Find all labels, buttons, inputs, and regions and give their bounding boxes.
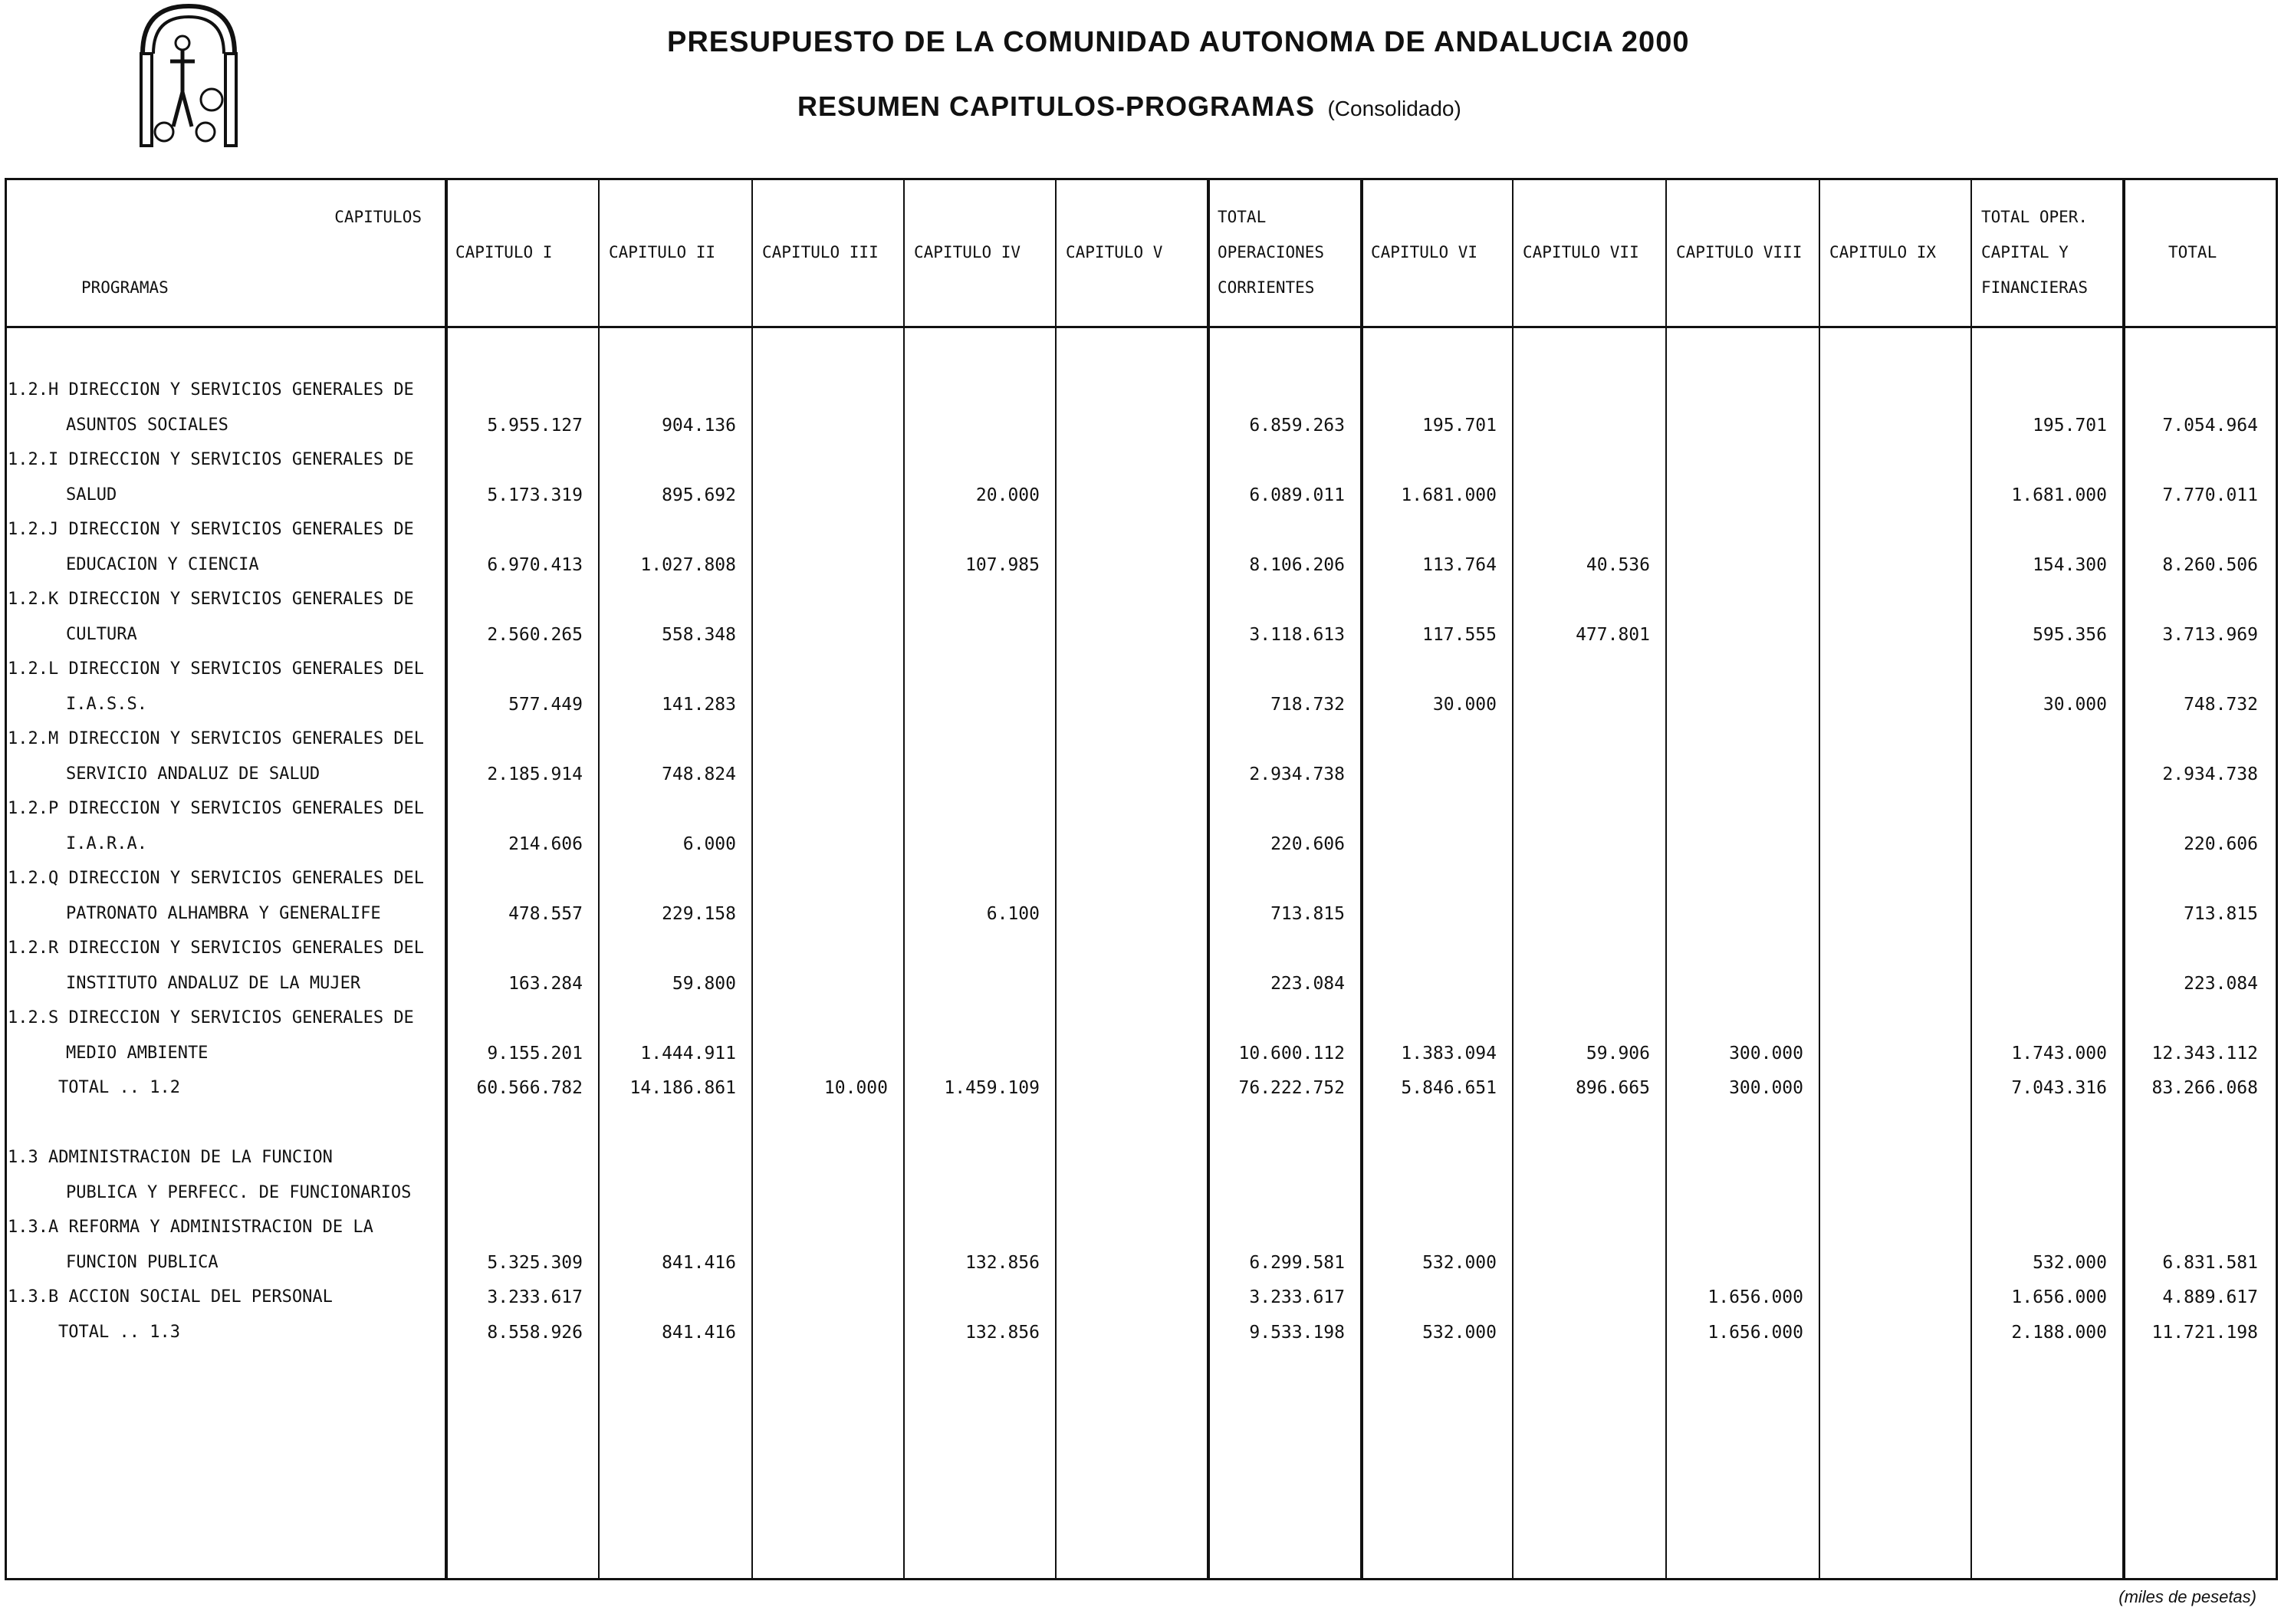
column-header-label: TOTAL	[2168, 243, 2217, 261]
amount-cell: 577.449	[508, 694, 583, 715]
program-code-label: 1.2.P DIRECCION Y SERVICIOS GENERALES DEL	[8, 799, 425, 818]
amount-cell: 107.985	[965, 554, 1040, 575]
program-label: CULTURA	[66, 624, 137, 644]
amount-cell: 195.701	[2033, 415, 2107, 436]
total-cell: 896.665	[1576, 1078, 1650, 1098]
total-cell: 532.000	[1422, 1322, 1497, 1343]
amount-cell: 30.000	[1432, 694, 1497, 715]
amount-cell: 558.348	[662, 624, 736, 645]
amount-cell: 6.859.263	[1249, 415, 1345, 436]
column-header-label: OPERACIONES	[1218, 243, 1325, 261]
amount-cell: 748.732	[2184, 694, 2258, 715]
program-code-label: 1.2.R DIRECCION Y SERVICIOS GENERALES DEL	[8, 939, 425, 958]
amount-cell: 532.000	[1422, 1252, 1497, 1273]
units-note: (miles de pesetas)	[2118, 1587, 2256, 1606]
page-title: PRESUPUESTO DE LA COMUNIDAD AUTONOMA DE ANDALUCIA 2000	[667, 26, 1690, 58]
total-cell: 300.000	[1729, 1078, 1803, 1098]
amount-cell: 12.343.112	[2151, 1043, 2258, 1063]
page-subtitle: RESUMEN CAPITULOS-PROGRAMAS	[797, 90, 1316, 122]
column-header-label: CAPITAL Y	[1981, 243, 2069, 261]
total-cell: 14.186.861	[629, 1078, 736, 1098]
amount-cell: 895.692	[662, 485, 736, 505]
amount-cell: 229.158	[662, 903, 736, 924]
amount-cell: 6.000	[682, 833, 736, 854]
total-cell: 8.558.926	[487, 1322, 583, 1343]
amount-cell: 59.800	[672, 973, 736, 994]
amount-cell: 718.732	[1270, 694, 1345, 715]
amount-cell: 220.606	[2184, 833, 2258, 854]
amount-cell: 713.815	[1270, 903, 1345, 924]
column-divider	[903, 178, 905, 1580]
amount-cell: 40.536	[1586, 554, 1650, 575]
total-cell: 7.043.316	[2011, 1078, 2107, 1098]
amount-cell: 2.934.738	[1249, 764, 1345, 784]
total-cell: 60.566.782	[476, 1078, 583, 1098]
column-divider	[1819, 178, 1820, 1580]
column-header-label: CAPITULO II	[609, 243, 716, 261]
amount-cell: 113.764	[1422, 554, 1497, 575]
program-code-label: 1.2.M DIRECCION Y SERVICIOS GENERALES DEL	[8, 729, 425, 748]
total-cell: 9.533.198	[1249, 1322, 1345, 1343]
amount-cell: 5.325.309	[487, 1252, 583, 1273]
column-header-label: CAPITULO VI	[1371, 243, 1478, 261]
amount-cell: 223.084	[2184, 973, 2258, 994]
column-header-label: CAPITULO III	[762, 243, 879, 261]
amount-cell: 1.743.000	[2011, 1043, 2107, 1063]
amount-cell: 2.560.265	[487, 624, 583, 645]
amount-cell: 5.173.319	[487, 485, 583, 505]
column-divider	[2122, 178, 2125, 1580]
amount-cell: 6.831.581	[2162, 1252, 2258, 1273]
amount-cell: 163.284	[508, 973, 583, 994]
program-code-label: 1.2.S DIRECCION Y SERVICIOS GENERALES DE	[8, 1008, 414, 1027]
column-divider	[1360, 178, 1363, 1580]
column-header-label: TOTAL	[1218, 208, 1267, 226]
program-label: INSTITUTO ANDALUZ DE LA MUJER	[66, 973, 361, 993]
program-code-label: 1.2.I DIRECCION Y SERVICIOS GENERALES DE	[8, 450, 414, 469]
column-divider	[1207, 178, 1210, 1580]
amount-cell: 59.906	[1586, 1043, 1650, 1063]
subtitle-note: (Consolidado)	[1327, 97, 1461, 120]
column-header-label: CAPITULO IX	[1829, 243, 1937, 261]
program-label: I.A.S.S.	[66, 694, 147, 714]
amount-cell: 841.416	[662, 1252, 736, 1273]
column-header-label: CORRIENTES	[1218, 278, 1315, 297]
total-cell: 132.856	[965, 1322, 1040, 1343]
amount-cell: 6.970.413	[487, 554, 583, 575]
program-label: PUBLICA Y PERFECC. DE FUNCIONARIOS	[66, 1182, 412, 1202]
total-cell: 10.000	[823, 1078, 888, 1098]
amount-cell: 6.299.581	[1249, 1252, 1345, 1273]
amount-cell: 1.656.000	[1707, 1287, 1803, 1307]
program-label: MEDIO AMBIENTE	[66, 1043, 209, 1063]
program-code-label: 1.2.J DIRECCION Y SERVICIOS GENERALES DE	[8, 520, 414, 539]
column-divider	[751, 178, 753, 1580]
amount-cell: 4.889.617	[2162, 1287, 2258, 1307]
corner-programas-label: PROGRAMAS	[81, 278, 169, 297]
program-label: ASUNTOS SOCIALES	[66, 415, 228, 435]
amount-cell: 1.681.000	[2011, 485, 2107, 505]
amount-cell: 2.185.914	[487, 764, 583, 784]
page-subtitle-group	[797, 90, 1461, 123]
program-code-label: 1.2.H DIRECCION Y SERVICIOS GENERALES DE	[8, 380, 414, 399]
amount-cell: 595.356	[2033, 624, 2107, 645]
amount-cell: 8.260.506	[2162, 554, 2258, 575]
total-cell: 2.188.000	[2011, 1322, 2107, 1343]
amount-cell: 1.027.808	[640, 554, 736, 575]
amount-cell: 2.934.738	[2162, 764, 2258, 784]
program-label: SALUD	[66, 485, 117, 505]
total-cell: 1.656.000	[1707, 1322, 1803, 1343]
column-header-label: CAPITULO VIII	[1676, 243, 1803, 261]
amount-cell: 154.300	[2033, 554, 2107, 575]
program-code-label: 1.2.Q DIRECCION Y SERVICIOS GENERALES DEL	[8, 869, 425, 888]
column-divider	[1512, 178, 1514, 1580]
program-label: FUNCION PUBLICA	[66, 1252, 219, 1272]
total-cell: 5.846.651	[1401, 1078, 1497, 1098]
program-label: EDUCACION Y CIENCIA	[66, 554, 259, 574]
amount-cell: 7.770.011	[2162, 485, 2258, 505]
amount-cell: 195.701	[1422, 415, 1497, 436]
program-label: 1.3.B ACCION SOCIAL DEL PERSONAL	[8, 1287, 333, 1307]
amount-cell: 132.856	[965, 1252, 1040, 1273]
amount-cell: 3.233.617	[1249, 1287, 1345, 1307]
amount-cell: 214.606	[508, 833, 583, 854]
program-code-label: 1.2.K DIRECCION Y SERVICIOS GENERALES DE	[8, 590, 414, 609]
column-divider	[445, 178, 448, 1580]
amount-cell: 713.815	[2184, 903, 2258, 924]
program-label: I.A.R.A.	[66, 833, 147, 853]
amount-cell: 1.383.094	[1401, 1043, 1497, 1063]
column-header-label: CAPITULO VII	[1523, 243, 1639, 261]
amount-cell: 3.233.617	[487, 1287, 583, 1307]
amount-cell: 748.824	[662, 764, 736, 784]
column-header-label: TOTAL OPER.	[1981, 208, 2089, 226]
amount-cell: 8.106.206	[1249, 554, 1345, 575]
column-divider	[598, 178, 600, 1580]
program-label: SERVICIO ANDALUZ DE SALUD	[66, 764, 320, 784]
total-cell: 11.721.198	[2151, 1322, 2258, 1343]
total-row-label: TOTAL .. 1.3	[58, 1322, 180, 1342]
column-divider	[1665, 178, 1667, 1580]
amount-cell: 904.136	[662, 415, 736, 436]
column-header-label: CAPITULO IV	[914, 243, 1021, 261]
amount-cell: 1.656.000	[2011, 1287, 2107, 1307]
total-cell: 1.459.109	[944, 1078, 1040, 1098]
amount-cell: 300.000	[1729, 1043, 1803, 1063]
andalucia-coat-of-arms-icon	[135, 0, 242, 150]
amount-cell: 220.606	[1270, 833, 1345, 854]
total-cell: 76.222.752	[1238, 1078, 1345, 1098]
total-cell: 841.416	[662, 1322, 736, 1343]
amount-cell: 532.000	[2033, 1252, 2107, 1273]
section-label: 1.3 ADMINISTRACION DE LA FUNCION	[8, 1148, 333, 1167]
amount-cell: 9.155.201	[487, 1043, 583, 1063]
corner-capitulos-label: CAPITULOS	[334, 208, 422, 226]
column-header-label: FINANCIERAS	[1981, 278, 2089, 297]
amount-cell: 6.100	[986, 903, 1040, 924]
header-divider	[5, 326, 2278, 328]
amount-cell: 3.713.969	[2162, 624, 2258, 645]
amount-cell: 478.557	[508, 903, 583, 924]
amount-cell: 141.283	[662, 694, 736, 715]
amount-cell: 6.089.011	[1249, 485, 1345, 505]
column-header-label: CAPITULO V	[1066, 243, 1163, 261]
amount-cell: 20.000	[975, 485, 1040, 505]
column-header-label: CAPITULO I	[455, 243, 553, 261]
amount-cell: 5.955.127	[487, 415, 583, 436]
amount-cell: 477.801	[1576, 624, 1650, 645]
amount-cell: 10.600.112	[1238, 1043, 1345, 1063]
amount-cell: 1.444.911	[640, 1043, 736, 1063]
amount-cell: 223.084	[1270, 973, 1345, 994]
amount-cell: 30.000	[2043, 694, 2107, 715]
total-row-label: TOTAL .. 1.2	[58, 1078, 180, 1097]
amount-cell: 7.054.964	[2162, 415, 2258, 436]
amount-cell: 3.118.613	[1249, 624, 1345, 645]
column-divider	[1055, 178, 1057, 1580]
amount-cell: 1.681.000	[1401, 485, 1497, 505]
program-code-label: 1.2.L DIRECCION Y SERVICIOS GENERALES DEL	[8, 659, 425, 679]
program-label: PATRONATO ALHAMBRA Y GENERALIFE	[66, 903, 381, 923]
amount-cell: 117.555	[1422, 624, 1497, 645]
total-cell: 83.266.068	[2151, 1078, 2258, 1098]
program-code-label: 1.3.A REFORMA Y ADMINISTRACION DE LA	[8, 1218, 373, 1237]
column-divider	[1970, 178, 1972, 1580]
